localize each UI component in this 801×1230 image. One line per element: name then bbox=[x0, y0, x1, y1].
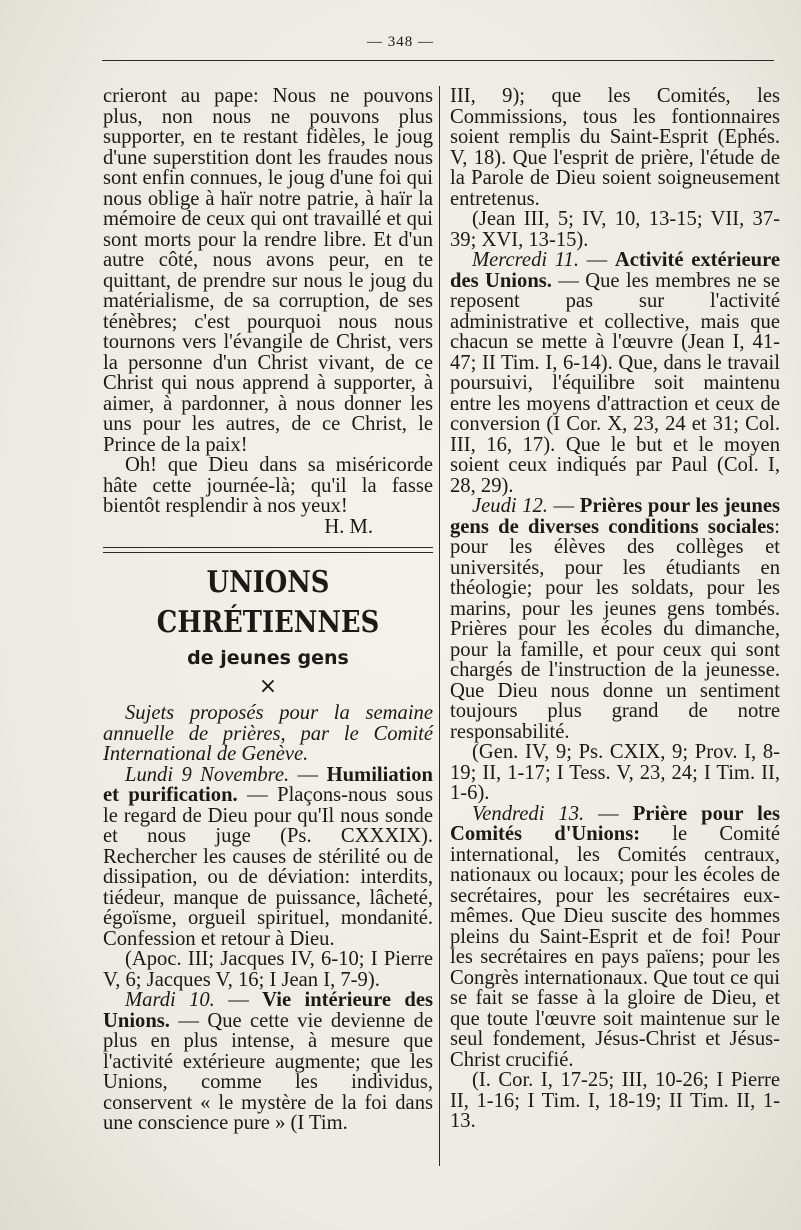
entry-text: : pour les élèves des collèges et universités, pour les étudiants en théologie; pour les soldats, pour les marins, pour les jeunes gens tombés. Prières pour les écoles du dimanche, pour la famille, et pour ceux qui sont chargés de l'instruction de la jeunesse. Que Dieu nous donne un sentiment toujours plus grand de notre responsabilité. bbox=[450, 515, 780, 743]
paragraph-prayer: Oh! que Dieu dans sa miséricorde hâte cette journée-là; qu'il la fasse bientôt resplendir à nos yeux! bbox=[103, 454, 433, 517]
paragraph-continuation: crieront au pape: Nous ne pouvons plus, non nous ne pouvons plus supporter, en te restant fidèles, le joug d'une superstition dont les fraudes nous sont enfin connues, le joug d'une foi qui nous oblige à haïr notre patrie, à haïr la mémoire de ceux qui ont travaillé et qui sont morts pour la rendre libre. Et d'un autre côté, nous avons peur, en te quittant, de prendre sur nous le joug du matérialisme, de sa corruption, de ses ténèbres; c'est pourquoi nous nous tournons vers l'évangile de Christ, vers la personne d'un Christ vivant, de ce Christ qui nous apprend à supporter, à aimer, à pardonner, à nous donner les uns pour les autres, de ce Christ, le Prince de la paix! bbox=[103, 85, 433, 456]
entry-day: Mardi 10. bbox=[125, 989, 215, 1011]
header-rule bbox=[102, 60, 774, 61]
entry-dash: — bbox=[289, 763, 327, 786]
entry-title: Activité extérieure des Unions. bbox=[450, 249, 780, 292]
page-number: — 348 — bbox=[367, 34, 434, 50]
entry-dash: — bbox=[214, 989, 263, 1011]
entry-mercredi bbox=[450, 250, 780, 496]
intro-paragraph bbox=[103, 703, 433, 765]
entry-title: Prière pour les Comités d'Unions: bbox=[450, 802, 780, 845]
entry-day: Jeudi 12. bbox=[472, 495, 548, 517]
entry-day: Mercredi 11. bbox=[472, 249, 579, 271]
section-title: UNIONS CHRÉTIENNES bbox=[156, 565, 380, 640]
entry-references: (I. Cor. I, 17-25; III, 10-26; I Pierre II, 1-16; I Tim. I, 18-19; II Tim. II, 1-13. bbox=[450, 1069, 780, 1132]
entry-references: (Gen. IV, 9; Ps. CXIX, 9; Prov. I, 8-19; II, 1-17; I Tess. V, 23, 24; I Tim. II, 1-6). bbox=[450, 741, 780, 804]
entry-text: — Que cette vie devienne de plus en plus intense, à mesure que l'activité extérieure augmente; que les Unions, comme les individus, conservent « le mystère de la foi dans une conscience pure » (I Tim. bbox=[103, 1009, 433, 1134]
paragraph-continuation: III, 9); que les Comités, les Commissions, tous les fontionnaires soient remplis du Saint-Esprit (Ephés. V, 18). Que l'esprit de prière, l'étude de la Parole de Dieu soient soigneusement entretenus. bbox=[450, 85, 780, 210]
entry-text: le Comité international, les Comités centraux, nationaux ou locaux; pour les écoles de secrétaires, pour les secrétaires eux-mêmes. Que Dieu suscite des hommes pleins du Saint-Esprit et de foi! Pour les secrétaires en pays païens; pour les Congrès internationaux. Que tout ce qui se fait se fasse à la gloire de Dieu, et que toute l'œuvre soit maintenue sur le seul fondement, Jésus-Christ et Jésus-Christ crucifié. bbox=[450, 823, 780, 1071]
right-column bbox=[450, 86, 780, 1132]
entry-references: (Apoc. III; Jacques IV, 6-10; I Pierre V, 6; Jacques V, 16; I Jean I, 7-9). bbox=[103, 948, 433, 991]
entry-title: Vie intérieure des Unions. bbox=[103, 989, 433, 1032]
section-subtitle: de jeunes gens bbox=[187, 647, 349, 669]
entry-jeudi bbox=[450, 496, 780, 742]
entry-mardi bbox=[103, 990, 433, 1134]
author-signature: H. M. bbox=[324, 515, 373, 538]
intro-text: Sujets proposés pour la semaine annuelle de prières, par le Comité International de Genève. bbox=[103, 702, 433, 765]
column-divider bbox=[439, 86, 440, 1166]
section-ornament: × bbox=[258, 674, 278, 699]
entry-title: Humiliation et purification. bbox=[103, 763, 433, 806]
entry-dash: — bbox=[547, 495, 580, 517]
entry-text: — Que les membres ne se reposent pas sur l'activité administrative et collective, mais que chacun se mette à l'œuvre (Jean I, 41-47; II Tim. I, 6-14). Que, dans le travail poursuivi, l'équilibre soit maintenu entre les moyens d'attraction et ceux de conversion (I Cor. X, 23, 24 et 31; Col. III, 16, 17). Que le but et le moyen soient ceux indiqués par Paul (Col. I, 28, 29). bbox=[450, 269, 780, 497]
entry-day: Vendredi 13. bbox=[472, 802, 585, 825]
section-divider bbox=[103, 547, 433, 553]
left-column bbox=[103, 86, 433, 1134]
entry-title: Prières pour les jeunes gens de diverses conditions sociales bbox=[450, 495, 780, 538]
entry-dash: — bbox=[584, 802, 633, 825]
entry-text: — Plaçons-nous sous le regard de Dieu pour qu'Il nous sonde et nous juge (Ps. CXXXIX). Rechercher les causes de stérilité ou de dissipation, ou de déviation: interdits, tiédeur, manque de puissance, lâcheté, égoïsme, orgueil spirituel, mondanité. Confession et retour à Dieu. bbox=[103, 784, 433, 950]
entry-references: (Jean III, 5; IV, 10, 13-15; VII, 37-39; XVI, 13-15). bbox=[450, 208, 780, 251]
entry-day: Lundi 9 Novembre. bbox=[125, 763, 290, 786]
entry-dash: — bbox=[578, 249, 615, 271]
entry-lundi bbox=[103, 765, 433, 950]
entry-vendredi bbox=[450, 804, 780, 1071]
